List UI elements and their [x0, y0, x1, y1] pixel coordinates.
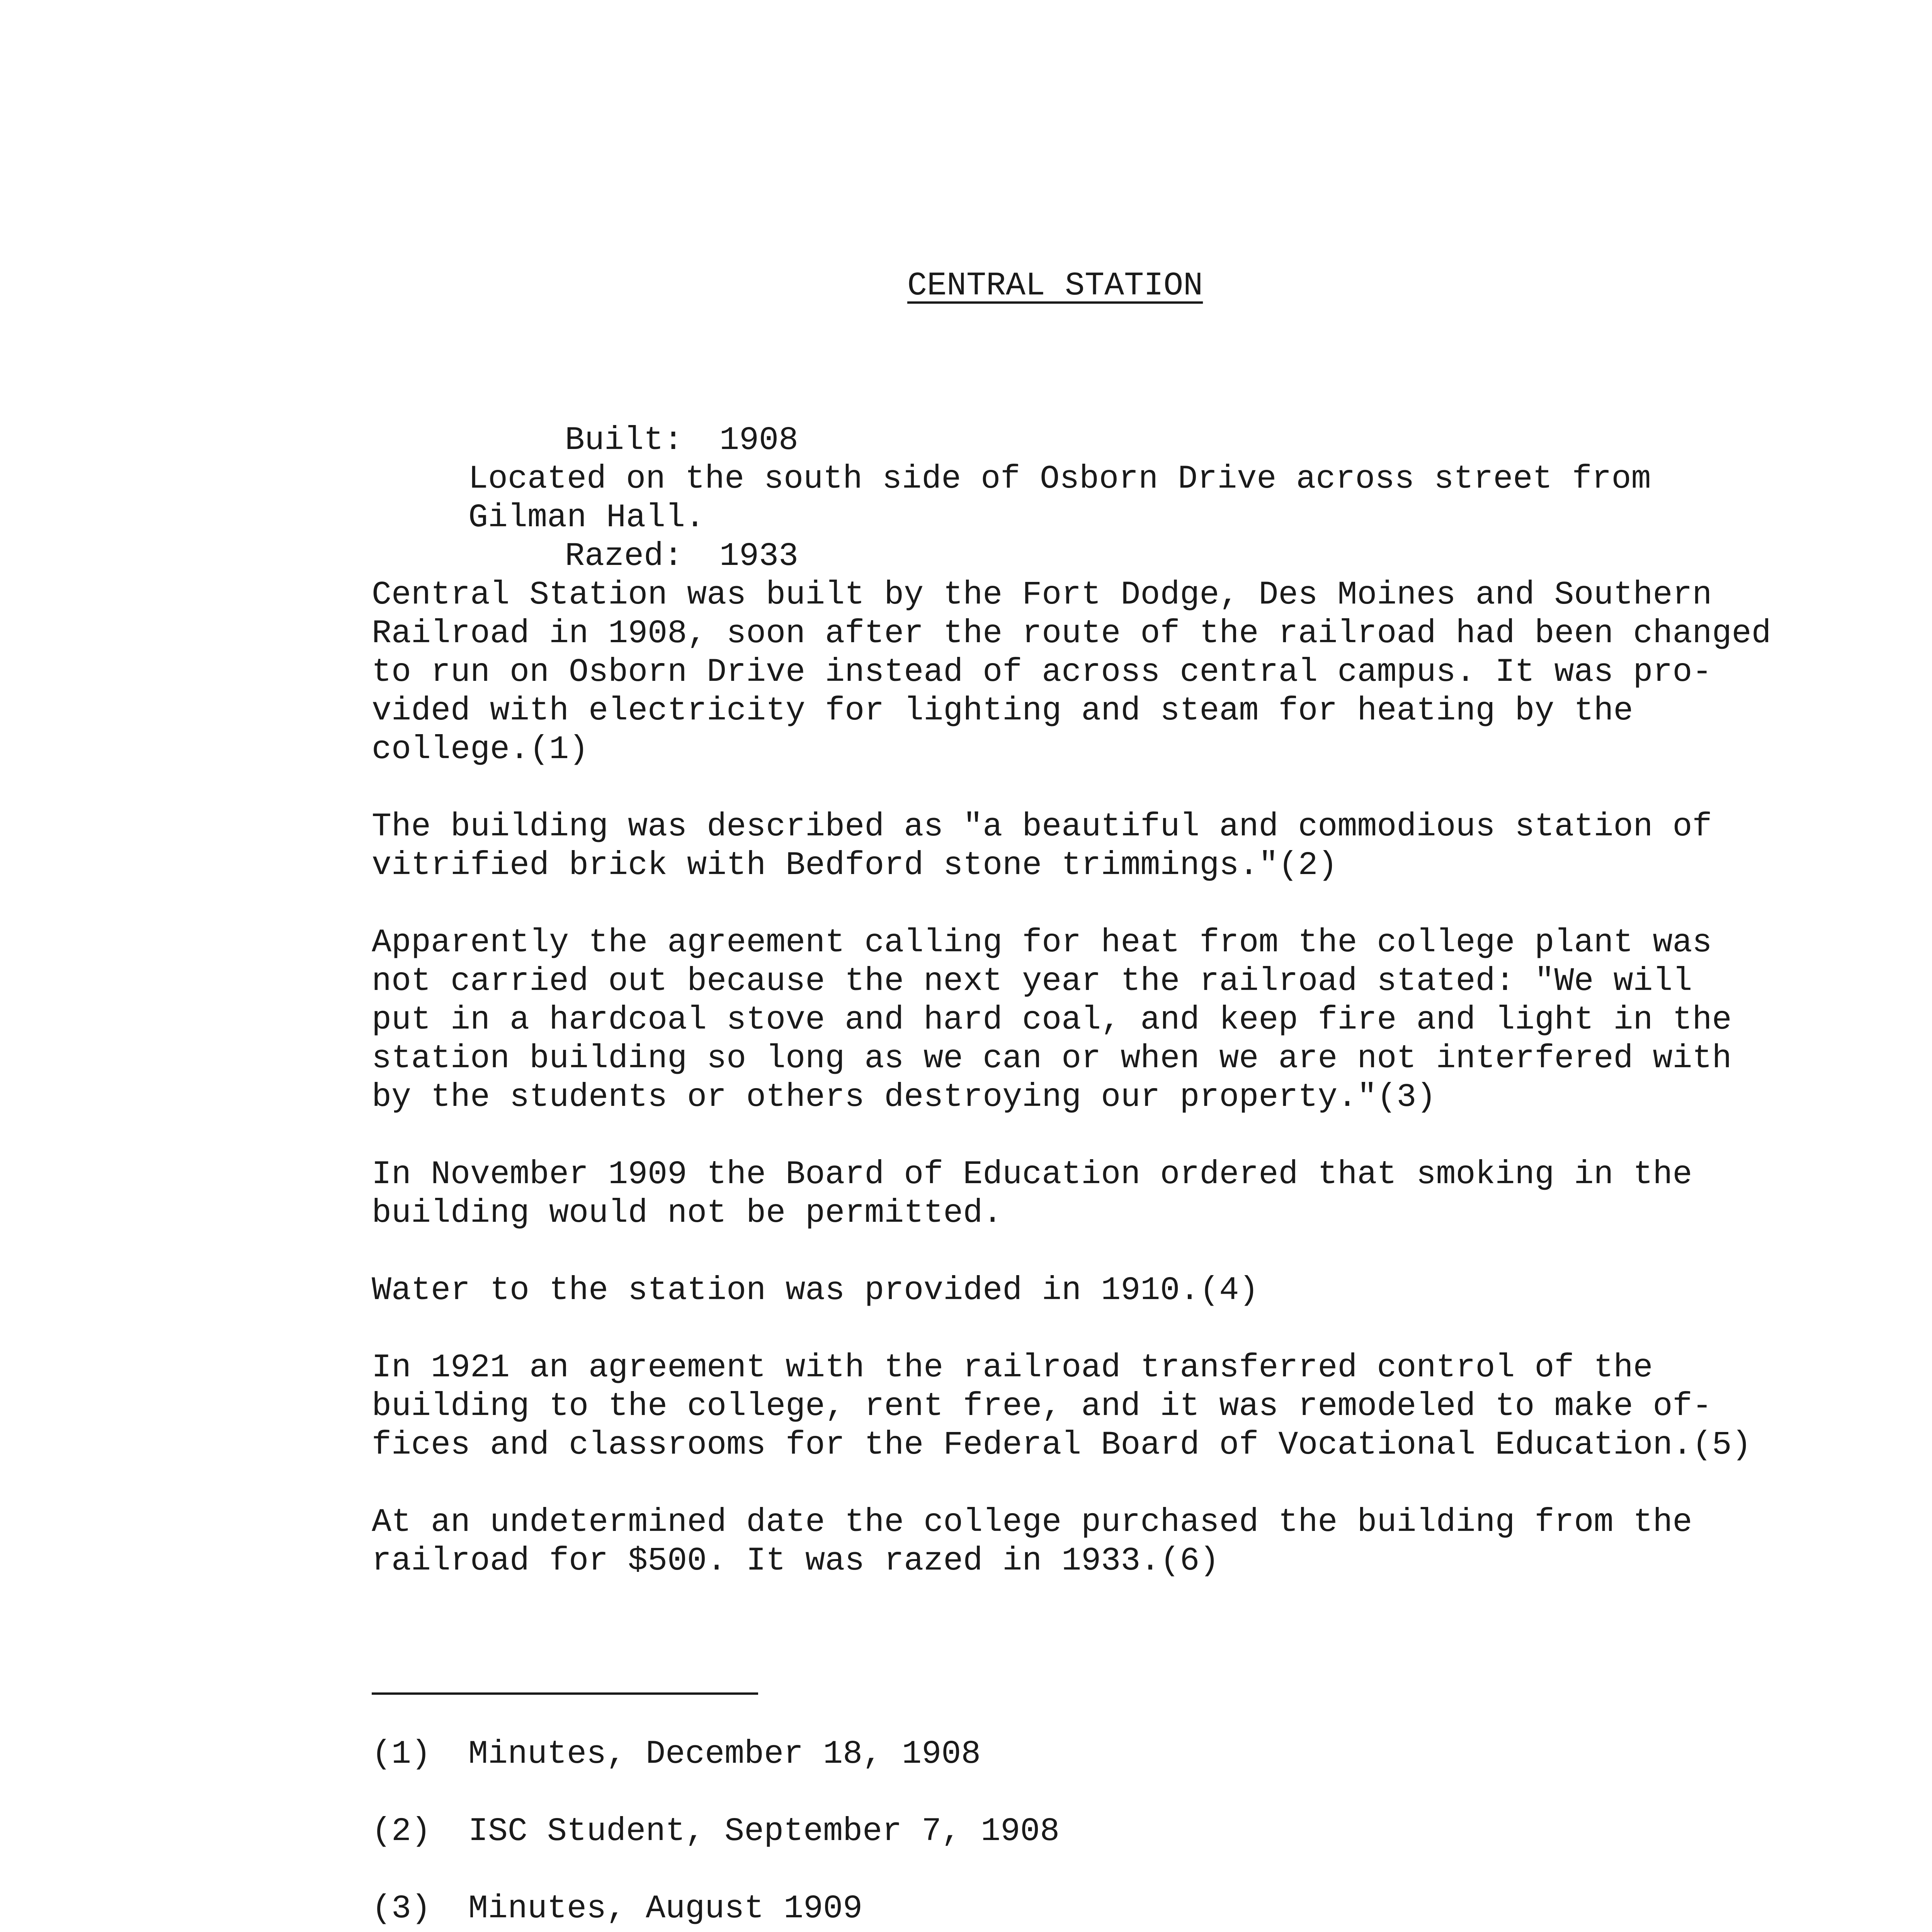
footnote-item: [372, 1735, 981, 1774]
footnote-number: (1): [372, 1735, 431, 1773]
paragraph-history: Central Station was built by the Fort Dodge, Des Moines and Southern Railroad in 1908, soon after the route of the railroad had been changed to run on Osborn Drive instead of across central campus. It was pro- vided with electricity for lighting and steam for heating by the college.(1): [372, 576, 1771, 768]
location-note: Located on the south side of Osborn Drive across street from Gilman Hall.: [468, 460, 1651, 536]
paragraph-water: Water to the station was provided in 1910.(4): [372, 1272, 1259, 1309]
footnote-text: ISC Student, September 7, 1908: [468, 1813, 1060, 1850]
built-label: Built:: [565, 422, 684, 459]
razed-label: Razed:: [565, 537, 684, 575]
paragraph-purchase: At an undetermined date the college purchased the building from the railroad for $500. It was razed in 1933.(6): [372, 1503, 1692, 1580]
footnote-number: (3): [372, 1890, 431, 1927]
footnote-item: [372, 1812, 1060, 1851]
footnote-text: Minutes, August 1909: [468, 1890, 863, 1927]
paragraph-heating: Apparently the agreement calling for heat from the college plant was not carried out because the next year the railroad stated: "We will put in a hardcoal stove and hard coal, and keep fire and light in the station building so long as we can or when we are not interfered with by the students or others destroying our property."(3): [372, 924, 1732, 1116]
razed-value: 1933: [719, 537, 799, 575]
footnote-text: Minutes, December 18, 1908: [468, 1735, 981, 1773]
footnote-divider: [372, 1692, 758, 1695]
paragraph-agreement: In 1921 an agreement with the railroad transferred control of the building to the college, rent free, and it was remodeled to make of- fices and classrooms for the Federal Board of Vocational Education.(5): [372, 1349, 1752, 1464]
footnote-number: (2): [372, 1813, 431, 1850]
paragraph-description: The building was described as "a beautiful and commodious station of vitrified brick with Bedford stone trimmings."(2): [372, 808, 1712, 884]
razed-row: [565, 537, 798, 576]
page-title: CENTRAL STATION: [907, 267, 1203, 304]
footnote-item: [372, 1889, 862, 1928]
built-row: [565, 421, 798, 460]
paragraph-smoking: In November 1909 the Board of Education ordered that smoking in the building would not be permitted.: [372, 1156, 1692, 1232]
built-value: 1908: [719, 422, 799, 459]
